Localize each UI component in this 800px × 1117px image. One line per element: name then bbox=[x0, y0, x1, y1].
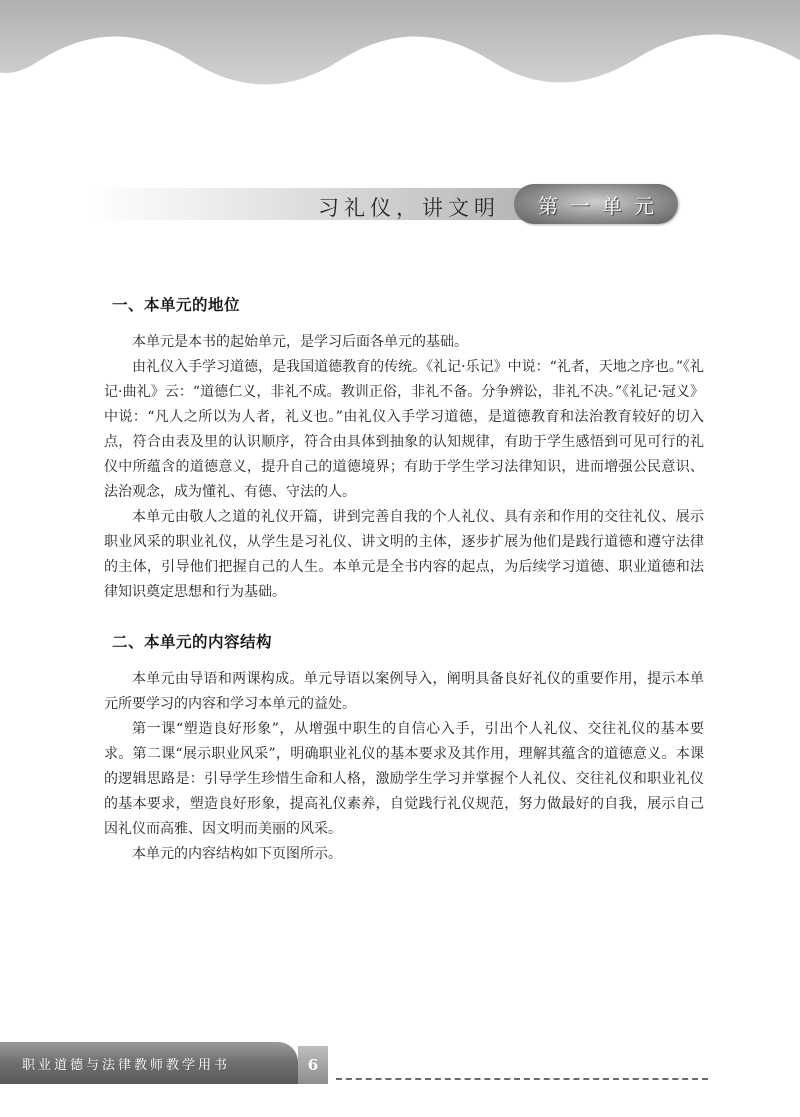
unit-badge bbox=[514, 184, 678, 224]
footer-book-title-tab bbox=[0, 1042, 298, 1084]
section-position bbox=[104, 294, 704, 605]
footer-book-title: 职业道德与法律教师教学用书 bbox=[22, 1057, 231, 1073]
paragraph: 本单元的内容结构如下页图所示。 bbox=[132, 846, 342, 862]
paragraph: 本单元由敬人之道的礼仪开篇，讲到完善自我的个人礼仪、具有亲和作用的交往礼仪、展示职业风采的职业礼仪，从学生是习礼仪、讲文明的主体，逐步扩展为他们是践行道德和遵守法律的主体，引导他们把握自己的人生。本单元是全书内容的起点，为后续学习道德、职业道德和法律知识奠定思想和行为基础。 bbox=[104, 509, 704, 600]
paragraph: 第一课“塑造良好形象”，从增强中职生的自信心入手，引出个人礼仪、交往礼仪的基本要求。第二课“展示职业风采”，明确职业礼仪的基本要求及其作用，理解其蕴含的道德意义。本课的逻辑思路是：引导学生珍惜生命和人格，激励学生学习并掌握个人礼仪、交往礼仪和职业礼仪的基本要求，塑造良好形象，提高礼仪素养，自觉践行礼仪规范，努力做最好的自我，展示自己因礼仪而高雅、因文明而美丽的风采。 bbox=[104, 721, 704, 837]
unit-banner bbox=[88, 182, 688, 228]
paragraph: 本单元由导语和两课构成。单元导语以案例导入，阐明具备良好礼仪的重要作用，提示本单元所要学习的内容和学习本单元的益处。 bbox=[104, 671, 704, 712]
page-number-box bbox=[298, 1046, 328, 1084]
section-heading: 二、本单元的内容结构 bbox=[112, 633, 273, 651]
section-heading: 一、本单元的地位 bbox=[112, 296, 241, 314]
main-content bbox=[104, 294, 704, 867]
footer-dashed-line bbox=[336, 1078, 708, 1080]
paragraph: 本单元是本书的起始单元，是学习后面各单元的基础。 bbox=[132, 334, 468, 350]
page-number: 6 bbox=[307, 1056, 319, 1074]
header-wave-decoration bbox=[0, 0, 800, 120]
section-structure bbox=[104, 631, 704, 867]
paragraph: 由礼仪入手学习道德，是我国道德教育的传统。《礼记·乐记》中说：“礼者，天地之序也。”《礼记·曲礼》云：“道德仁义，非礼不成。教训正俗，非礼不备。分争辨讼，非礼不决。”《礼记·冠义》中说：“凡人之所以为人者，礼义也。”由礼仪入手学习道德，是道德教育和法治教育较好的切入点，符合由表及里的认识顺序，符合由具体到抽象的认知规律，有助于学生感悟到可见可行的礼仪中所蕴含的道德意义，提升自己的道德境界；有助于学生学习法律知识，进而增强公民意识、法治观念，成为懂礼、有德、守法的人。 bbox=[104, 359, 704, 500]
unit-title: 习礼仪，讲文明 bbox=[318, 196, 500, 220]
unit-number-label: 第一单元 bbox=[538, 193, 666, 218]
